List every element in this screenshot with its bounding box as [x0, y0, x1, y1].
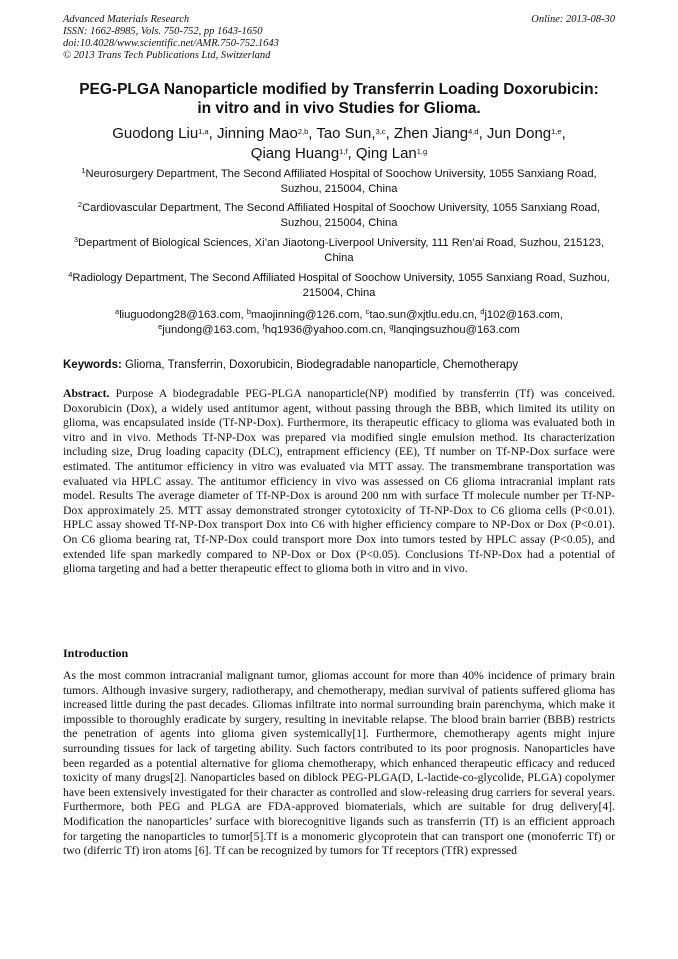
affiliation-1 [63, 167, 615, 196]
author-list [50, 124, 628, 164]
affiliation-text: Neurosurgery Department, The Second Affiliated Hospital of Soochow University, 1055 Sanxiang Road, Suzhou, 215004, China [85, 168, 597, 195]
affiliation-text: Department of Biological Sciences, Xi’an Jiaotong-Liverpool University, 111 Ren’ai Road, Suzhou, 215123, China [78, 237, 605, 264]
online-date: Online: 2013-08-30 [531, 14, 615, 25]
author-affil-sup: 1,g [416, 147, 428, 156]
email-link[interactable]: liuguodong28@163.com, [119, 309, 247, 321]
affiliation-text: Cardiovascular Department, The Second Affiliated Hospital of Soochow University, 1055 Sanxiang Road, Suzhou, 215004, China [82, 202, 601, 229]
email-link[interactable]: tao.sun@xjtlu.edu.cn, [369, 309, 481, 321]
introduction-heading: Introduction [63, 646, 129, 660]
email-sup: b [246, 307, 252, 316]
doi-line[interactable]: doi:10.4028/www.scientific.net/AMR.750-752.1643 [63, 38, 279, 49]
abstract-text: Purpose A biodegradable PEG-PLGA nanoparticle(NP) modified by transferrin (Tf) was conceived. Doxorubicin (Dox), a widely used antitumor agent, without passing through the BBB, which limited its utility on glioma, was encapsulated inside (Tf-NP-Dox). Furthermore, its therapeutic efficacy to glioma was evaluated both in vitro and in vivo. Methods Tf-NP-Dox was prepared via modified single emulsion method. Its characterization including size, Drug loading capacity (DLC), entrapment efficiency (EE), Tf number on Tf-NP-Dox surface were estimated. The antitumor efficiency in vitro was evaluated via MTT assay. The transmembrane transportation was evaluated via HPLC assay. The antitumor efficiency in vivo was assessed on C6 glioma intracranial implant rats model. Results The average diameter of Tf-NP-Dox is around 200 nm with surface Tf molecule number per Tf-NP-Dox approximately 25. MTT assay demonstrated stronger cytotoxicity of Tf-NP-Dox to C6 glioma cells (P<0.01). HPLC assay showed Tf-NP-Dox transport Dox into C6 with higher efficiency compare to NP-Dox or Dox (P<0.01). On C6 glioma bearing rat, Tf-NP-Dox could transport more Dox into tumors tested by HPLC assay (P<0.05), and extended life span markedly compared to NP-Dox or Dox (P<0.05). Conclusions Tf-NP-Dox had a potential of glioma targeting and had a better therapeutic effect to glioma both in vitro and in vivo. [63, 387, 615, 576]
author-sep: , [308, 125, 317, 142]
affiliation-text: Radiology Department, The Second Affiliated Hospital of Soochow University, 1055 Sanxiang Road, Suzhou, 215004, China [72, 272, 610, 299]
email-link[interactable]: jundong@163.com, [162, 323, 263, 336]
author-affil-sup: 3,c [375, 127, 386, 136]
author-sep: , [478, 125, 487, 142]
author-name: Jinning Mao [216, 125, 298, 142]
author-name: Zhen Jiang [393, 125, 469, 142]
email-sup: g [389, 321, 394, 331]
affiliation-number: 4 [68, 270, 73, 279]
author-affil-sup: 1,e [551, 127, 562, 136]
affiliations [63, 167, 615, 337]
author-sep: , [561, 125, 566, 142]
journal-header [63, 14, 615, 62]
abstract-label: Abstract. [63, 387, 110, 400]
issn-line: ISSN: 1662-8985, Vols. 750-752, pp 1643-1650 [63, 26, 263, 37]
author-name: Jun Dong [486, 125, 552, 142]
email-sup: f [262, 321, 265, 331]
introduction-body: As the most common intracranial malignant tumor, gliomas account for more than 40% incidence of primary brain tumors. Although invasive surgery, radiotherapy, and chemotherapy, median survival of patients suffered glioma has increased little during the past decades. Gliomas infiltrate into normal surrounding brain parenchyma, which make it impossible to thoroughly eradicate by surgery, resulting in inevitable relapse. The blood brain barrier (BBB) restricts the penetration of agents into glioma given systemically[1]. Furthermore, chemotherapy agents might injure surrounding tissues for lack of targeting ability. Such factors contributed to its poor prognosis. Nanoparticles have been regarded as a potential alternative for glioma chemotherapy, which enhanced therapeutic efficacy and reduced toxicity of many drugs[2]. Nanoparticles based on diblock PEG-PLGA(D, L-lactide-co-glycolide, PLGA) copolymer have been extensively investigated for their character as controlled and slow-releasing drug carriers for several years. Furthermore, both PEG and PLGA are FDA-approved biomaterials, which are suitable for drug delivery[4]. Modification the nanoparticles’ surface with biorecognitive ligands such as transferrin (Tf) is an efficient approach for targeting the nanoparticles to tumor[5].Tf is a monomeric glycoprotein that can transport one (monoferric Tf) or two (diferric Tf) iron atoms [6]. Tf can be recognized by tumors for Tf receptors (TfR) expressed [63, 669, 615, 858]
email-link[interactable]: j102@163.com, [484, 309, 563, 321]
affiliation-4 [63, 271, 615, 300]
affiliation-number: 3 [73, 235, 79, 244]
title-line-1: PEG-PLGA Nanoparticle modified by Transferrin Loading Doxorubicin: [79, 81, 599, 98]
abstract [63, 387, 615, 577]
email-sup: d [480, 307, 485, 316]
affiliation-2 [63, 201, 615, 230]
email-sup: a [115, 307, 120, 316]
paper-title [40, 80, 638, 118]
author-name: Tao Sun, [316, 125, 376, 142]
author-name: Qiang Huang [250, 145, 340, 162]
copyright-line: © 2013 Trans Tech Publications Ltd, Switzerland [63, 50, 271, 61]
author-name: Qing Lan [355, 145, 417, 162]
email-link[interactable]: hq1936@yahoo.com.cn, [264, 323, 390, 336]
email-link[interactable]: maojinning@126.com, [251, 309, 366, 321]
affiliation-number: 1 [81, 166, 86, 175]
email-list [63, 308, 615, 337]
author-sep: , [208, 125, 217, 142]
keywords [63, 358, 615, 372]
email-sup: c [365, 307, 370, 316]
author-affil-sup: 2,b [297, 127, 309, 136]
author-affil-sup: 1,f [339, 147, 348, 156]
author-sep: , [385, 125, 394, 142]
keywords-label: Keywords: [63, 359, 122, 371]
author-affil-sup: 4,d [468, 127, 479, 136]
author-sep: , [347, 145, 356, 162]
author-affil-sup: 1,a [198, 127, 209, 136]
keywords-text: Glioma, Transferrin, Doxorubicin, Biodegradable nanoparticle, Chemotherapy [121, 359, 519, 371]
affiliation-3 [63, 236, 615, 265]
title-line-2: in vitro and in vivo Studies for Glioma. [197, 100, 481, 117]
email-link[interactable]: lanqingsuzhou@163.com [393, 323, 520, 336]
author-name: Guodong Liu [112, 125, 199, 142]
affiliation-number: 2 [77, 200, 83, 209]
journal-name: Advanced Materials Research [63, 14, 190, 25]
email-sup: e [158, 321, 163, 331]
